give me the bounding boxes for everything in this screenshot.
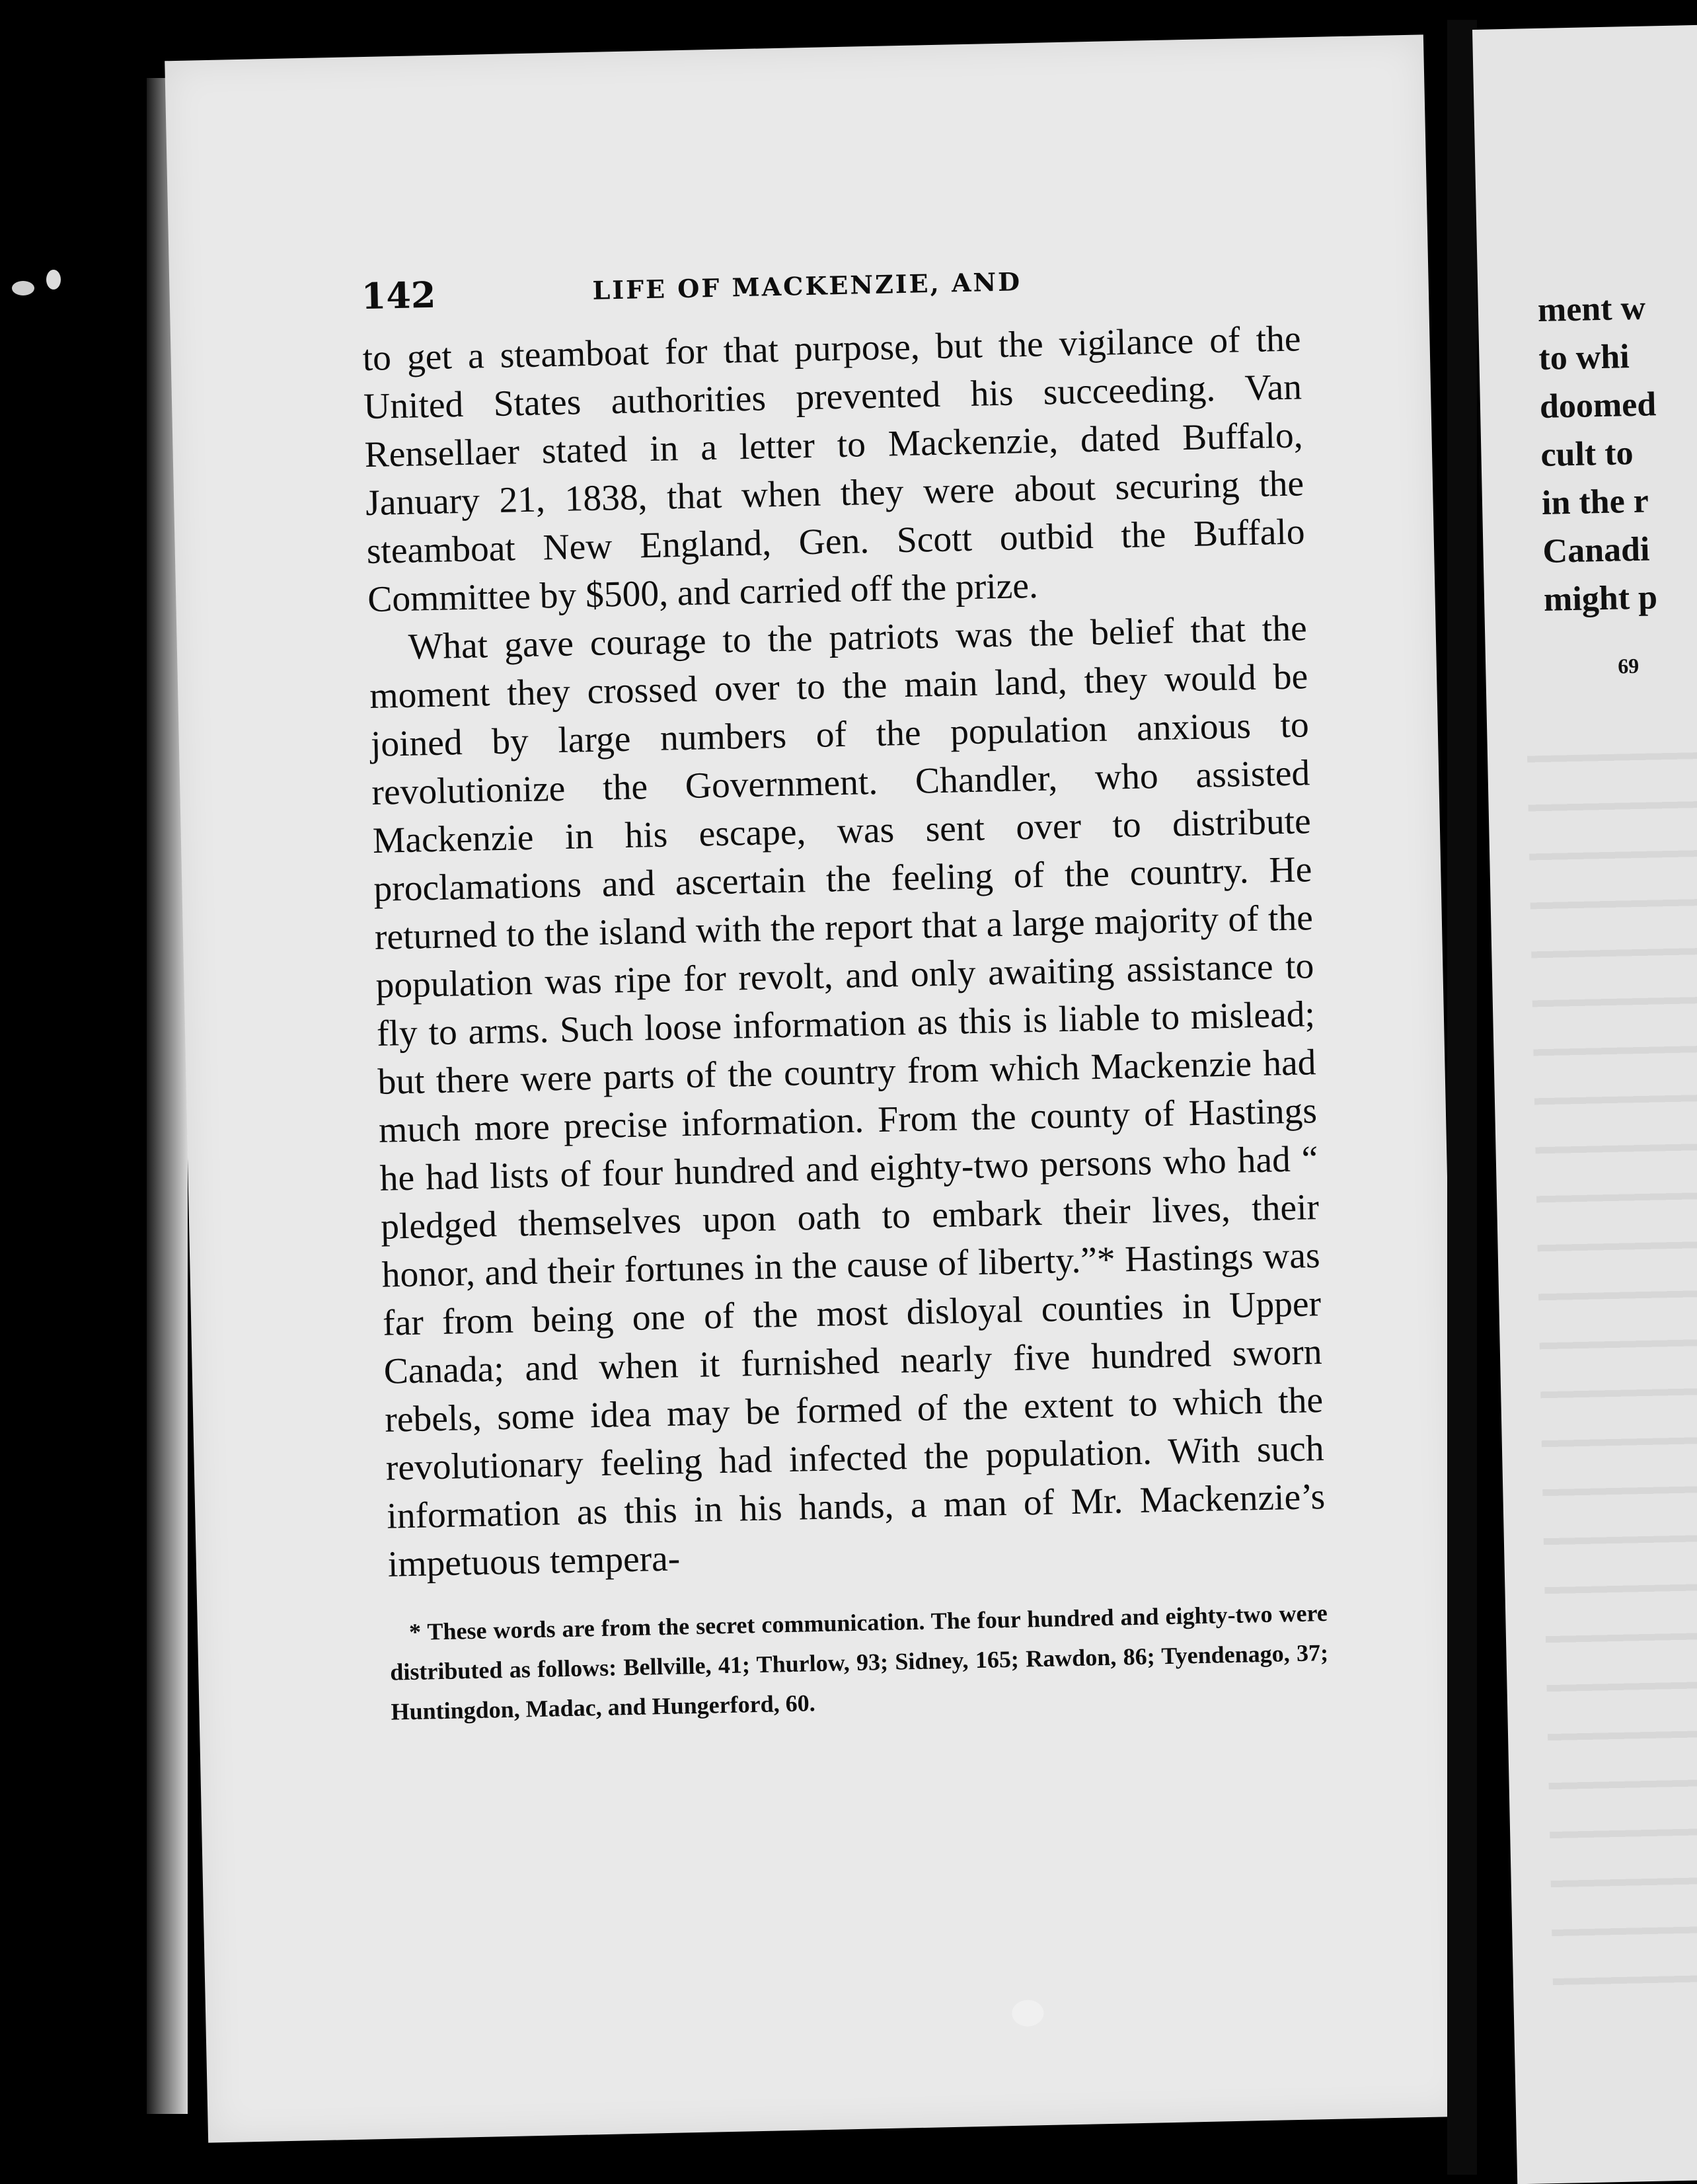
facing-page-number: 69 xyxy=(1617,653,1640,678)
running-title: LIFE OF MACKENZIE, AND xyxy=(592,266,1022,305)
facing-line: might p xyxy=(1543,578,1658,619)
page-number: 142 xyxy=(361,273,437,318)
facing-line: ment w xyxy=(1537,289,1646,330)
facing-line: Canadi xyxy=(1542,530,1650,570)
body-text xyxy=(362,315,1326,1588)
paragraph: to get a steamboat for that purpose, but the vigilance of the United States authorities prevented his succeeding. Van Rensellaer stated in a letter to Mackenzie, dated Buffalo, January 21, 1838, that when they were about securing the steamboat New England, Gen. Scott outbid the Buffalo Committee by $500, and carried off the prize. xyxy=(362,319,1306,621)
facing-page xyxy=(1472,24,1697,2184)
book-gutter xyxy=(1447,20,1477,2175)
scan-speck xyxy=(12,281,34,295)
facing-page-text xyxy=(1537,284,1662,692)
page-content xyxy=(361,255,1330,1731)
footnote: * These words are from the secret communication. The four hundred and eighty-two were distributed as follows: Bellville, 41; Thurlow, 93; Sidney, 165; Rawdon, 86; Tyendenago, 37; Huntingdon, Madac, and Hungerford, 60. xyxy=(389,1599,1329,1725)
scan-speck xyxy=(46,270,61,290)
facing-line: cult to xyxy=(1540,434,1634,474)
facing-line: in the r xyxy=(1541,482,1649,522)
paper-speck xyxy=(1012,2000,1044,2027)
facing-line: doomed xyxy=(1539,385,1657,426)
bleed-through-text xyxy=(1527,752,1697,2011)
left-page xyxy=(165,34,1467,2142)
facing-line: to whi xyxy=(1538,338,1630,377)
paragraph: What gave courage to the patriots was the belief that the moment they crossed over to the main land, they would be joined by large numbers of the population anxious to revolutionize the Government. Chandler, who assisted Mackenzie in his escape, was sent over to distribute proclamations and ascertain the feeling of the country. He returned to the island with the report that a large majority of the population was ripe for revolt, and only awaiting assistance to fly to arms. Such loose information as this is liable to mislead; but there were parts of the country from which Mackenzie had much more precise information. From the county of Hastings he had lists of four hundred and eighty-two persons who had “ pledged themselves upon oath to embark their lives, their honor, and their fortunes in the cause of liberty.”* Hastings was far from being one of the most disloyal counties in Upper Canada; and when it furnished nearly five hundred sworn rebels, some idea may be formed of the extent to which the revolutionary feeling had infected the population. With such information as this in his hands, a man of Mr. Mackenzie’s impetuous tempera- xyxy=(369,608,1326,1585)
